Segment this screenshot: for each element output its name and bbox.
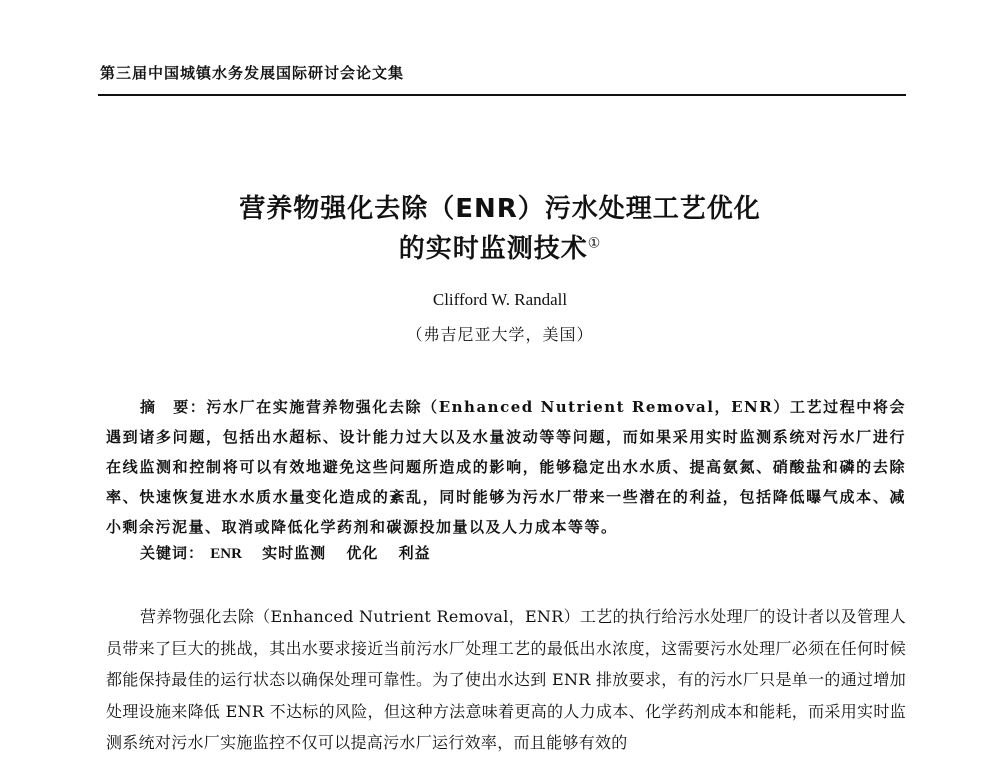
abstract-text: 污水厂在实施营养物强化去除（Enhanced Nutrient Removal，ENR）工艺过程中将会遇到诸多问题，包括出水超标、设计能力过大以及水量波动等等问题，而如果采用实时监测系统对污水厂进行在线监测和控制将可以有效地避免这些问题所造成的影响，能够稳定出水水质、提高氨氮、硝酸盐和磷的去除率、快速恢复进水水质水量变化造成的紊乱，同时能够为污水厂带来一些潜在的利益，包括降低曝气成本、减小剩余污泥量、取消或降低化学药剂和碳源投加量以及人力成本等等。 [106,398,906,536]
paper-title-line-2-text: 的实时监测技术 [398,234,588,264]
title-footnote-mark: ① [587,235,602,252]
paper-title-line-1: 营养物强化去除（ENR）污水处理工艺优化 [239,194,761,224]
header-rule [98,94,906,96]
keyword-item: 实时监测 [262,544,327,562]
keyword-item: 利益 [398,544,431,562]
keyword-item: ENR [210,546,242,562]
author-affiliation: （弗吉尼亚大学，美国） [406,325,594,344]
body-paragraph: 营养物强化去除（Enhanced Nutrient Removal，ENR）工艺的执行给污水处理厂的设计者以及管理人员带来了巨大的挑战，其出水要求接近当前污水厂处理工艺的最低出水浓度，这需要污水处理厂必须在任何时候都能保持最佳的运行状态以确保处理可靠性。为了使出水达到 ENR 排放要求，有的污水厂只是单一的通过增加处理设施来降低 ENR 不达标的风险，但这种方法意味着更高的人力成本、化学药剂成本和能耗，而采用实时监测系统对污水厂实施监控不仅可以提高污水厂运行效率，而且能够有效的 [106,607,906,752]
keywords-label: 关键词： [140,544,205,562]
abstract-label: 摘 要： [140,398,207,416]
author-name: Clifford W. Randall [432,290,568,309]
keyword-item: 优化 [346,544,379,562]
abstract [106,392,906,542]
running-head: 第三届中国城镇水务发展国际研讨会论文集 [100,64,405,82]
paper-title-line-2 [0,228,1000,265]
keywords [140,542,445,563]
